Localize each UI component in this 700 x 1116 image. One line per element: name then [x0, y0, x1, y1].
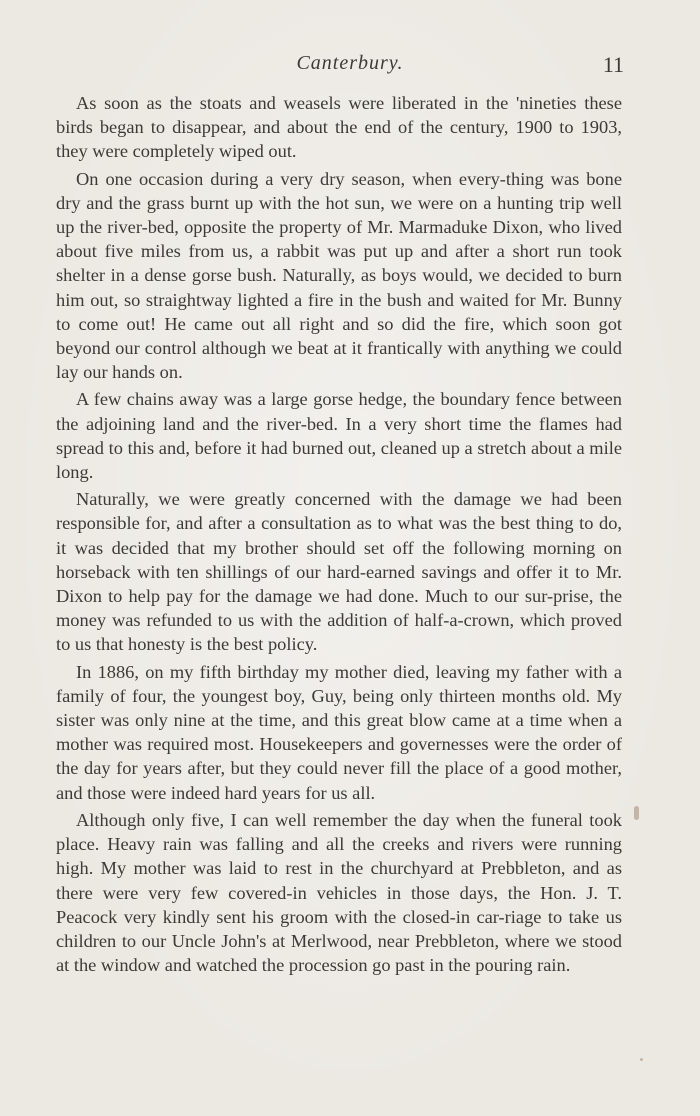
paragraph-1: As soon as the stoats and weasels were liberated in the 'nineties these birds began to disappear, and about the end of the century, 1900 to 1903, they were completely wiped out.	[56, 93, 622, 162]
body-text	[56, 91, 622, 980]
paragraph-3: A few chains away was a large gorse hedge, the boundary fence between the adjoining land and the river-bed. In a very short time the flames had spread to this and, before it had burned out, cleaned up a stretch about a mile long.	[56, 389, 622, 483]
page-header	[76, 52, 624, 80]
paragraph-2: On one occasion during a very dry season, when every-thing was bone dry and the grass burnt up with the hot sun, we were on a hunting trip well up the river-bed, opposite the property of Mr. Marmaduke Dixon, who lived about five miles from us, a rabbit was put up and after a short run took shelter in a dense gorse bush. Naturally, as boys would, we decided to burn him out, so straightway lighted a fire in the bush and waited for Mr. Bunny to come out! He came out all right and so did the fire, which soon got beyond our control although we beat at it frantically with anything we could lay our hands on.	[56, 168, 622, 383]
page-number: 11	[602, 52, 624, 77]
paragraph-6: Although only five, I can well remember the day when the funeral took place. Heavy rain was falling and all the creeks and rivers were running high. My mother was laid to rest in the churchyard at Prebbleton, and as there were very few covered-in vehicles in those days, the Hon. J. T. Peacock very kindly sent his groom with the closed-in car-riage to take us children to our Uncle John's at Merlwood, near Prebbleton, where we stood at the window and watched the procession go past in the pouring rain.	[56, 809, 622, 976]
paragraph-4: Naturally, we were greatly concerned with the damage we had been responsible for, and after a consultation as to what was the best thing to do, it was decided that my brother should set off the following morning on horseback with ten shillings of our hard-earned savings and offer it to Mr. Dixon to help pay for the damage we had done. Much to our sur-prise, the money was refunded to us with the addition of half-a-crown, which proved to us that honesty is the best policy.	[56, 489, 622, 655]
paper-stain-mark	[634, 806, 639, 820]
paragraph-5: In 1886, on my fifth birthday my mother died, leaving my father with a family of four, the youngest boy, Guy, being only thirteen months old. My sister was only nine at the time, and this great blow came at a time when a mother was required most. Housekeepers and governesses were the order of the day for years after, but they could never fill the place of a good mother, and those were indeed hard years for us all.	[56, 661, 622, 803]
running-title: Canterbury.	[296, 52, 404, 74]
ink-speck-mark	[640, 1058, 643, 1061]
